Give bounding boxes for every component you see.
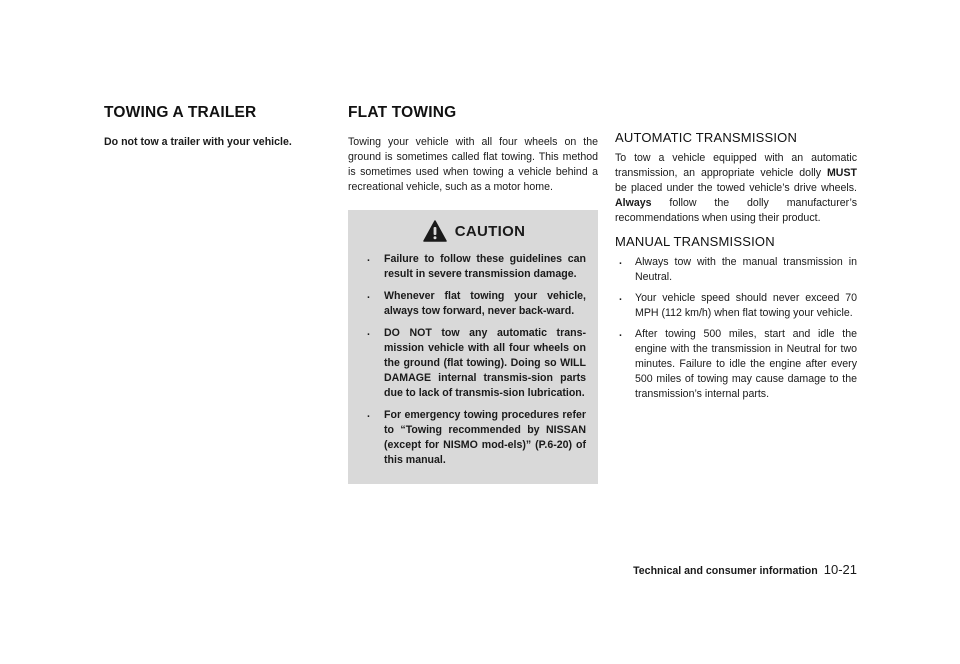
caution-item: . DO NOT tow any automatic trans-mission vehicle with all four wheels on the ground (flat towing). Doing so WILL DAMAGE internal transmis-sion parts due to lack of transmis-sion lubrication. — [362, 326, 586, 401]
caution-list — [362, 252, 586, 468]
manual-transmission-list — [615, 255, 857, 402]
automatic-text-b: be placed under the towed vehicle’s drive wheels. — [615, 182, 857, 194]
caution-header — [362, 220, 586, 242]
caution-box — [348, 210, 598, 484]
transmission-section — [615, 104, 857, 408]
caution-item: . For emergency towing procedures refer to “Towing recommended by NISSAN (except for NISMO mod-els)” (P.6-20) of this manual. — [362, 408, 586, 468]
warning-triangle-icon — [423, 220, 447, 242]
automatic-bold-always: Always — [615, 197, 652, 209]
manual-item: . Always tow with the manual transmission in Neutral. — [615, 255, 857, 285]
automatic-text-c: follow the dolly manufacturer’s recommendations when using their product. — [615, 197, 857, 224]
flat-towing-intro: Towing your vehicle with all four wheels on the ground is sometimes called flat towing. This method is sometimes used when towing a vehicle behind a recreational vehicle, such as a motor home. — [348, 136, 598, 193]
footer-section-name: Technical and consumer information — [633, 565, 818, 577]
caution-item: . Failure to follow these guidelines can result in severe transmission damage. — [362, 252, 586, 282]
caution-title: CAUTION — [454, 222, 526, 240]
towing-trailer-note: Do not tow a trailer with your vehicle. — [104, 136, 292, 148]
towing-trailer-section — [104, 104, 334, 150]
automatic-text-a: To tow a vehicle equipped with an automatic transmission, an appropriate vehicle dolly — [615, 152, 857, 179]
towing-trailer-title: TOWING A TRAILER — [104, 104, 257, 121]
automatic-bold-must: MUST — [826, 167, 857, 179]
automatic-transmission-text — [615, 151, 857, 226]
flat-towing-section — [348, 104, 598, 484]
caution-item: . Whenever flat towing your vehicle, always tow forward, never back-ward. — [362, 289, 586, 319]
automatic-transmission-title: AUTOMATIC TRANSMISSION — [615, 130, 798, 145]
manual-transmission-title: MANUAL TRANSMISSION — [615, 234, 775, 249]
manual-item: . Your vehicle speed should never exceed 70 MPH (112 km/h) when flat towing your vehicle. — [615, 291, 857, 321]
manual-item: . After towing 500 miles, start and idle the engine with the transmission in Neutral for two minutes. Failure to idle the engine after every 500 miles of towing may cause damage to the transmission’s internal parts. — [615, 327, 857, 402]
flat-towing-title: FLAT TOWING — [348, 104, 457, 121]
page-footer — [615, 562, 857, 577]
page-number: 10-21 — [823, 562, 857, 577]
